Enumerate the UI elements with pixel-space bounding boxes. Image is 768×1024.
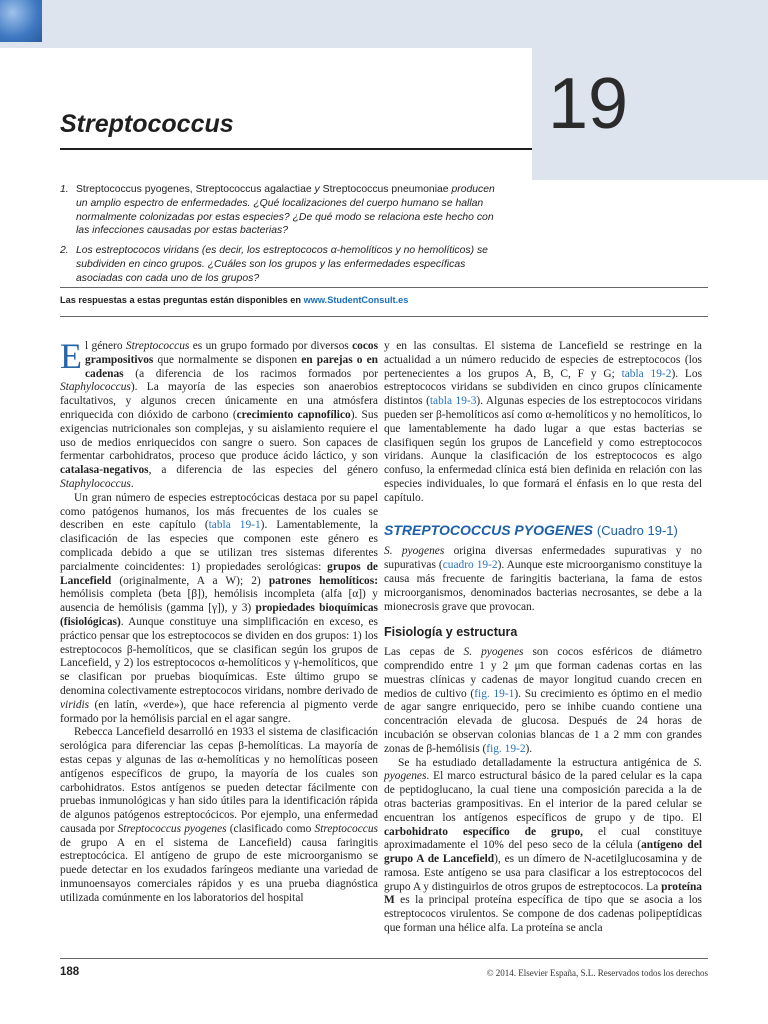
body-paragraph: El género Streptococcus es un grupo formado por diversos cocos grampositivos que normalmente se disponen en parejas o en cadenas (a diferencia de los racimos formados por Staphylococcus). La mayoría de las especies son anaerobios facultativos, y algunos crecen únicamente en una atmósfera enriquecida con dióxido de carbono (crecimiento capnofílico). Sus exigencias nutricionales son complejas, y su aislamiento requiere el uso de medios enriquecidos con sangre o suero. Son capaces de fermentar carbohidratos, proceso que produce ácido láctico, y son catalasa-negativos, a diferencia de las especies del género Staphylococcus. xyxy=(60,336,379,490)
answers-note: Las respuestas a estas preguntas están disponibles en www.StudentConsult.es xyxy=(60,295,409,305)
title-underline xyxy=(60,148,532,150)
objective-item: 1. Streptococcus pyogenes, Streptococcus agalactiae y Streptococcus pneumoniae producen un amplio espectro de enfermedades. ¿Qué localizaciones del cuerpo humano se hallan normalmente colonizadas por estas especies? ¿De qué modo se relaciona este hecho con las infecciones causadas por estas bacterias? xyxy=(60,184,495,237)
corner-decoration-image xyxy=(0,0,42,42)
subsection-heading: Fisiología y estructura xyxy=(384,625,518,640)
chapter-number: 19 xyxy=(548,64,629,144)
body-paragraph: y en las consultas. El sistema de Lancefield se restringe en la actualidad a un número reducido de especies de estreptococos (los pertenecientes a los grupos A, B, C, F y G; tabla 19-2). Los estreptococos viridans se subdividen en cinco grupos clínicamente distintos (tabla 19-3). Algunas especies de los estreptococos viridans pueden ser β-hemolíticos así como α-hemolíticos y no hemolíticos, lo que lamentablemente ha dado lugar a que estas bacterias se clasifiquen según los grupos de Lancefield y como estreptococos viridans. Aunque la clasificación de los estreptococos es algo confuso, la enfermedad clínica está bien definida en relación con las especies individuales, lo que formará el énfasis en lo que resta del capítulo. xyxy=(384,340,702,504)
section-heading: STREPTOCOCCUS PYOGENES (Cuadro 19-1) xyxy=(384,521,678,538)
body-paragraph: Un gran número de especies estreptocócicas destaca por su papel como patógenos humanos, los más frecuentes de los cuales se describen en este capítulo (tabla 19-1). Lamentablemente, la clasificación de las especies que componen este género es complicada debido a que se utilizan tres sistemas diferentes parcialmente coincidentes: 1) propiedades serológicas: grupos de Lancefield (originalmente, A a W); 2) patrones hemolíticos: hemólisis completa (beta [β]), hemólisis incompleta (alfa [α]) y ausencia de hemólisis (gamma [γ]), y 3) propiedades bioquímicas (fisiológicas). Aunque constituye una simplificación en exceso, es práctico pensar que los estreptococos se dividen en dos grupos: 1) los estreptococos β-hemolíticos, que se clasifican según los grupos de Lancefield, y 2) los estreptococos α-hemolíticos y γ-hemolíticos, que se clasifican por pruebas bioquímicas. Este último grupo se denomina colectivamente estreptococos viridans, nombre derivado de viridis (en latín, «verde»), que hace referencia al pigmento verde formado por la hemólisis parcial en el agar sangre. xyxy=(60,491,378,725)
drop-cap: E xyxy=(60,336,82,376)
answers-divider xyxy=(60,316,708,317)
objective-item: 2. Los estreptococos viridans (es decir, los estreptococos α-hemolíticos y no hemolíticos) se subdividen en cinco grupos. ¿Cuáles son los grupos y las enfermedades específicas asociadas con cada uno de los grupos? xyxy=(60,245,488,284)
body-paragraph: Se ha estudiado detalladamente la estructura antigénica de S. pyogenes. El marco estructural básico de la pared celular es la capa de peptidoglucano, la cual tiene una composición parecida a la de otras bacterias grampositivas. En el interior de la pared celular se encuentran los antígenos específicos de grupo y de tipo. El carbohidrato específico de grupo, el cual constituye aproximadamente el 10% del peso seco de la célula (antígeno del grupo A de Lancefield), es un dímero de N-acetilglucosamina y de ramosa. Este antígeno se usa para clasificar a los estreptococos del grupo A y distinguirlos de otros grupos de estreptococos. La proteína M es la principal proteína específica de tipo que se asocia a los estreptococos virulentos. Se compone de dos cadenas polipeptídicas que forman una hélice alfa. La proteína se ancla xyxy=(384,756,702,935)
student-consult-link[interactable]: www.StudentConsult.es xyxy=(303,295,409,305)
footer-divider xyxy=(60,958,708,959)
objectives-divider xyxy=(60,287,708,288)
body-column-right xyxy=(384,340,702,936)
header-band xyxy=(0,0,768,48)
body-paragraph: Las cepas de S. pyogenes son cocos esféricos de diámetro comprendido entre 1 y 2 μm que forman cadenas cortas en las muestras clínicas y cadenas de mayor longitud cuando crecen en medios de cultivo (fig. 19-1). Su crecimiento es óptimo en el medio de agar sangre enriquecido, pero se inhibe cuando contiene una concentración elevada de glucosa. Después de 24 horas de incubación se observan colonias blancas de 1 a 2 mm con grandes zonas de β-hemólisis (fig. 19-2). xyxy=(384,646,702,755)
copyright-notice: © 2014. Elsevier España, S.L. Reservados todos los derechos xyxy=(486,968,708,978)
chapter-title: Streptococcus xyxy=(60,110,234,138)
table-link: tabla 19-1 xyxy=(208,519,261,532)
body-paragraph: Rebecca Lancefield desarrolló en 1933 el sistema de clasificación serológica para diferenciar las cepas β-hemolíticas. La mayoría de estas cepas y algunas de las α-hemolíticas y no hemolíticas poseen antígenos específicos de grupo, la mayoría de los cuales son carbohidratos. Estos antígenos se pueden detectar fácilmente con pruebas inmunológicas y han sido útiles para la identificación rápida de algunos patógenos estreptocócicos. Por ejemplo, una enfermedad causada por Streptococcus pyogenes (clasificado como Streptococcus de grupo A en el sistema de Lancefield) causa faringitis estreptocócica. El antígeno de grupo de este microorganismo se puede detectar en los exudados faríngeos mediante una variedad de inmunoensayos comerciales rápidos y es una prueba diagnóstica utilizada comúnmente en los laboratorios del hospital xyxy=(60,726,378,904)
page-number: 188 xyxy=(60,966,80,978)
body-paragraph: S. pyogenes origina diversas enfermedades supurativas y no supurativas (cuadro 19-2). Aunque este microorganismo constituye la causa más frecuente de faringitis bacteriana, la fama de estos microorganismos, denominados bacterias necrosantes, se debe a la mionecrosis grave que provocan. xyxy=(384,545,703,613)
learning-objectives xyxy=(60,183,508,292)
body-column-left xyxy=(60,336,379,906)
